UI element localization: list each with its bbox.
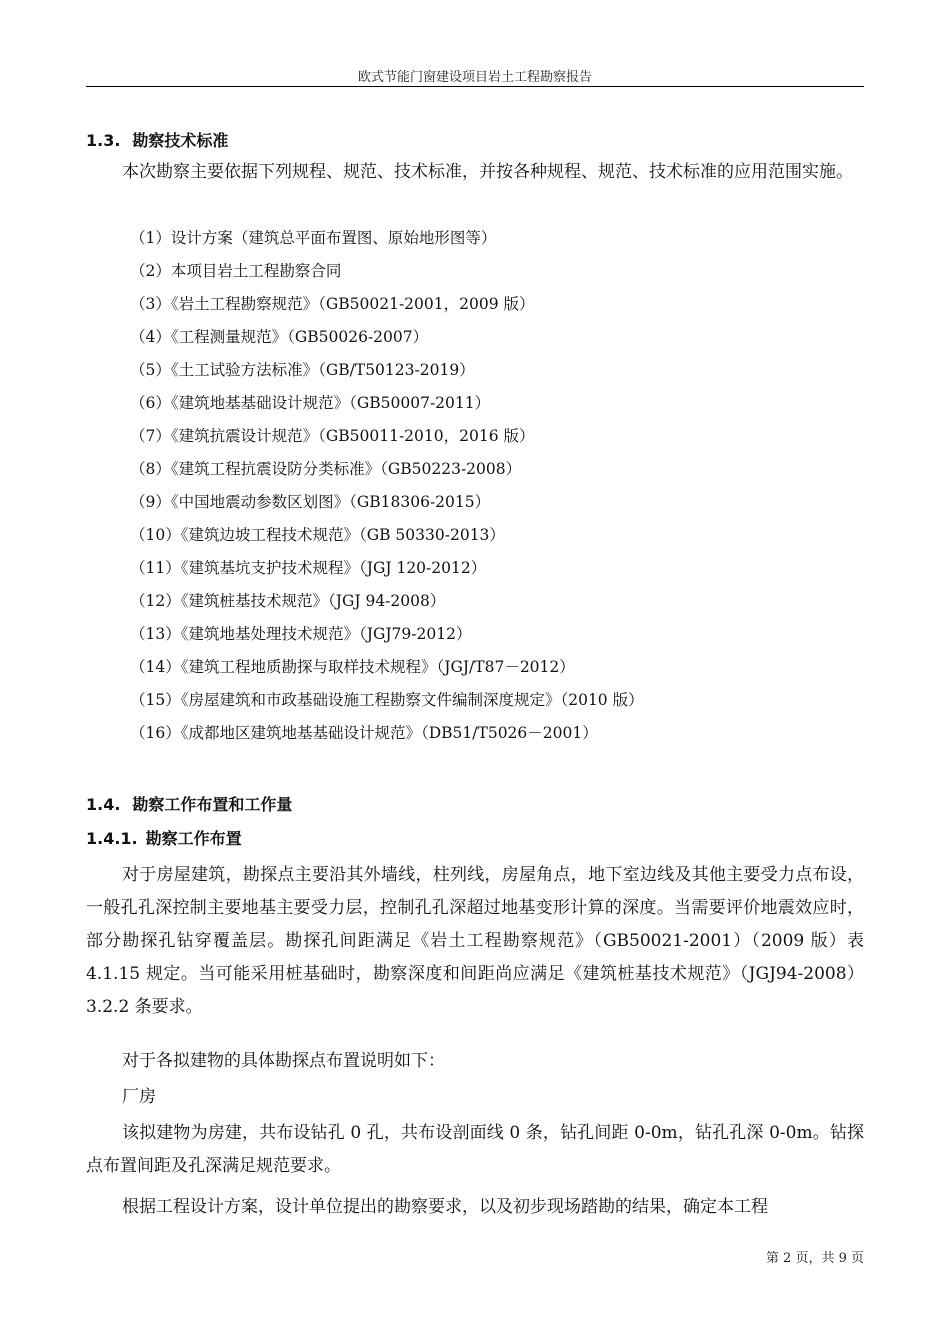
standard-item: （12）《建筑桩基技术规范》（JGJ 94-2008） bbox=[130, 592, 446, 610]
standard-item: （10）《建筑边坡工程技术规范》（GB 50330-2013） bbox=[130, 526, 505, 544]
page-header: 欧式节能门窗建设项目岩土工程勘察报告 bbox=[86, 66, 864, 87]
building-name: 厂房 bbox=[122, 1087, 156, 1107]
section-number: 1.4. bbox=[86, 795, 121, 814]
section-number: 1.3. bbox=[86, 131, 121, 150]
section-number: 1.4.1. bbox=[86, 829, 138, 848]
section-title: 勘察技术标准 bbox=[132, 131, 229, 150]
page-number: 第 2 页，共 9 页 bbox=[765, 1251, 864, 1266]
standard-item: （14）《建筑工程地质勘探与取样技术规程》（JGJ/T87－2012） bbox=[130, 658, 575, 676]
section-title: 勘察工作布置和工作量 bbox=[132, 795, 293, 814]
standard-item: （13）《建筑地基处理技术规范》（JGJ79-2012） bbox=[130, 625, 472, 643]
standard-item: （4）《工程测量规范》（GB50026-2007） bbox=[130, 328, 429, 346]
standard-item: （16）《成都地区建筑地基基础设计规范》（DB51/T5026－2001） bbox=[130, 724, 598, 742]
standard-item: （2）本项目岩土工程勘察合同 bbox=[130, 262, 342, 280]
closing-paragraph: 根据工程设计方案，设计单位提出的勘察要求，以及初步现场踏勘的结果，确定本工程 bbox=[122, 1197, 768, 1217]
layout-description-intro: 对于各拟建物的具体勘探点布置说明如下： bbox=[122, 1051, 445, 1071]
standard-item: （6）《建筑地基基础设计规范》（GB50007-2011） bbox=[130, 394, 491, 412]
standard-item: （9）《中国地震动参数区划图》（GB18306-2015） bbox=[130, 493, 491, 511]
section-title: 勘察工作布置 bbox=[145, 829, 242, 848]
standard-item: （7）《建筑抗震设计规范》（GB50011-2010，2016 版） bbox=[130, 427, 535, 445]
standard-item: （3）《岩土工程勘察规范》（GB50021-2001，2009 版） bbox=[130, 295, 535, 313]
standards-list bbox=[130, 222, 644, 750]
standards-intro: 本次勘察主要依据下列规程、规范、技术标准，并按各种规程、规范、技术标准的应用范围实施。 bbox=[122, 162, 853, 182]
standard-item: （5）《土工试验方法标准》（GB/T50123-2019） bbox=[130, 361, 475, 379]
section-heading-1-3 bbox=[86, 128, 228, 151]
section-heading-1-4 bbox=[86, 792, 292, 815]
layout-paragraph: 对于房屋建筑，勘探点主要沿其外墙线，柱列线，房屋角点，地下室边线及其他主要受力点布设，一般孔孔深控制主要地基主要受力层，控制孔孔深超过地基变形计算的深度。当需要评价地震效应时，部分勘探孔钻穿覆盖层。勘探孔间距满足《岩土工程勘察规范》（GB50021-2001）（2009 版）表 4.1.15 规定。当可能采用桩基础时，勘察深度和间距尚应满足《建筑桩基技术规范》（JGJ94-2008）3.2.2 条要求。 bbox=[86, 865, 864, 1017]
standard-item: （11）《建筑基坑支护技术规程》（JGJ 120-2012） bbox=[130, 559, 487, 577]
standard-item: （1）设计方案（建筑总平面布置图、原始地形图等） bbox=[130, 229, 497, 247]
standard-item: （8）《建筑工程抗震设防分类标准》（GB50223-2008） bbox=[130, 460, 522, 478]
building-paragraph: 该拟建物为房建，共布设钻孔 0 孔，共布设剖面线 0 条，钻孔间距 0-0m，钻孔孔深 0-0m。钻探点布置间距及孔深满足规范要求。 bbox=[86, 1123, 864, 1176]
standard-item: （15）《房屋建筑和市政基础设施工程勘察文件编制深度规定》（2010 版） bbox=[130, 691, 644, 709]
section-heading-1-4-1 bbox=[86, 826, 242, 849]
